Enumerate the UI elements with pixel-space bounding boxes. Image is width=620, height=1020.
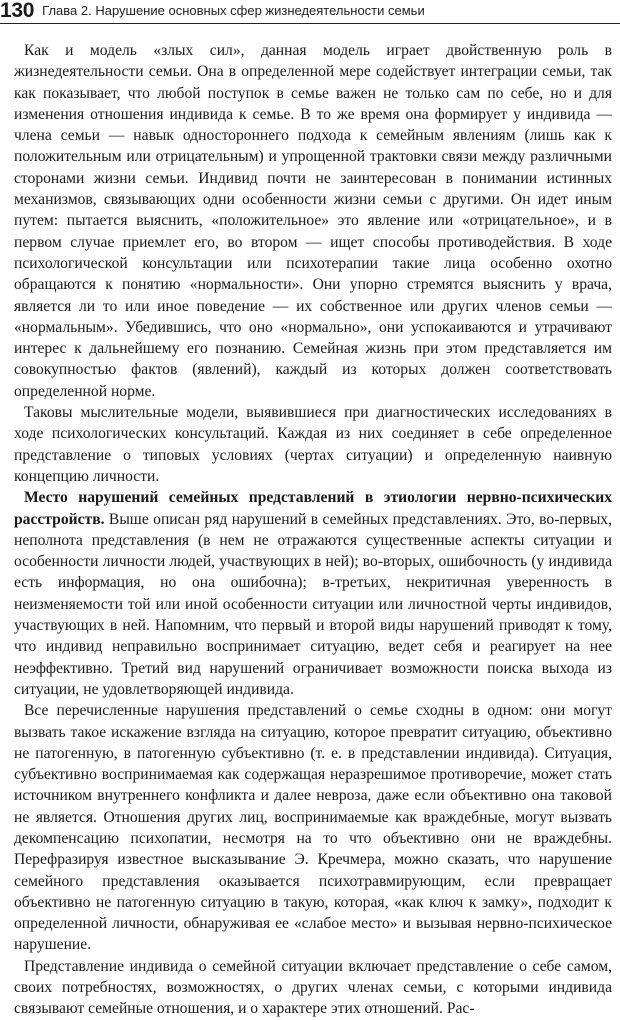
- paragraph-text: Представление индивида о семейной ситуации включает представление о себе самом, своих потребностях, возможностях, о других членах семьи, с которыми индивида связывают семейные отношения, и о характере этих отношений. Рас-: [14, 957, 612, 1018]
- page-number: 130: [0, 0, 35, 22]
- running-title: Глава 2. Нарушение основных сфер жизнедеятельности семьи: [42, 3, 425, 18]
- paragraph: [14, 700, 612, 956]
- paragraph: [14, 956, 612, 1020]
- paragraph-text: Таковы мыслительные модели, выявившиеся при диагностических исследованиях в ходе психологических консультаций. Каждая из них соединяет в себе определенное представление о типовых условиях (чертах ситуации) и определенную наивную концепцию личности.: [14, 404, 612, 485]
- paragraph: [14, 487, 612, 700]
- paragraph: [14, 402, 612, 487]
- section-lead-heading: Место нарушений семейных представлений в этиологии нервно-психических расстройств.: [14, 489, 612, 528]
- paragraph-text: Выше описан ряд нарушений в семейных представлениях. Это, во-первых, неполнота представления (в нем не отражаются существенные аспекты ситуации и особенности личности людей, участвующих в ней); во-вторых, ошибочность (у индивида есть информация, но она ошибочна); в-третьих, некритичная уверенность в неизменяемости той или иной особенности ситуации или личностной черты индивидов, участвующих в ней. Напомним, что первый и второй виды нарушений приводят к тому, что индивид неправильно воспринимает ситуацию, ведет себя и реагирует на нее неэффективно. Третий вид нарушений ограничивает возможности поиска выхода из ситуации, не удовлетворяющей индивида.: [14, 510, 612, 698]
- paragraph-text: Как и модель «злых сил», данная модель играет двойственную роль в жизнедеятельности семьи. Она в определенной мере содействует интеграции семьи, так как показывает, что любой поступок в семье важен не только сам по себе, но и для изменения отношения индивида к семье. В то же время она формирует у индивида — члена семьи — навык одностороннего подхода к семейным явлениям (лишь как к положительным или отрицательным) и упрощенной трактовки связи между различными сторонами жизни семьи. Индивид почти не заинтересован в понимании истинных механизмов, связывающих одни особенности жизни семьи с другими. Он идет иным путем: пытается выяснить, «положительное» это явление или «отрицательное», и в первом случае приемлет его, во втором — ищет способы противодействия. В ходе психологической консультации или психотерапии такие лица особенно охотно обращаются к понятию «нормальности». Они упорно стремятся выяснить у врача, является ли то или иное поведение — их собственное или других членов семьи — «нормальным». Убедившись, что оно «нормально», они успокаиваются и утрачивают интерес к дальнейшему его познанию. Семейная жизнь при этом представляется им совокупностью фактов (явлений), каждый из которых должен соответствовать определенной норме.: [14, 42, 612, 400]
- running-header: [0, 0, 620, 24]
- body-text: [14, 40, 612, 1020]
- paragraph: [14, 40, 612, 402]
- paragraph-text: Все перечисленные нарушения представлений о семье сходны в одном: они могут вызвать такое искажение взгляда на ситуацию, которое превратит ситуацию, объективно не патогенную, в патогенную субъективно (т. е. в представлении индивида). Ситуация, субъективно воспринимаемая как содержащая неразрешимое противоречие, может стать источником внутреннего конфликта и далее невроза, даже если объективно она таковой не является. Отношения других лиц, воспринимаемые как враждебные, могут вызвать декомпенсацию психопатии, несмотря на то что объективно они не враждебны. Перефразируя известное высказывание Э. Кречмера, можно сказать, что нарушение семейного представления оказывается психотравмирующим, если превращает объективно не патогенную ситуацию в такую, которая, «как ключ к замку», подходит к определенной личности, обнаруживая ее «слабое место» и вызывая нервно-психическое нарушение.: [14, 702, 612, 954]
